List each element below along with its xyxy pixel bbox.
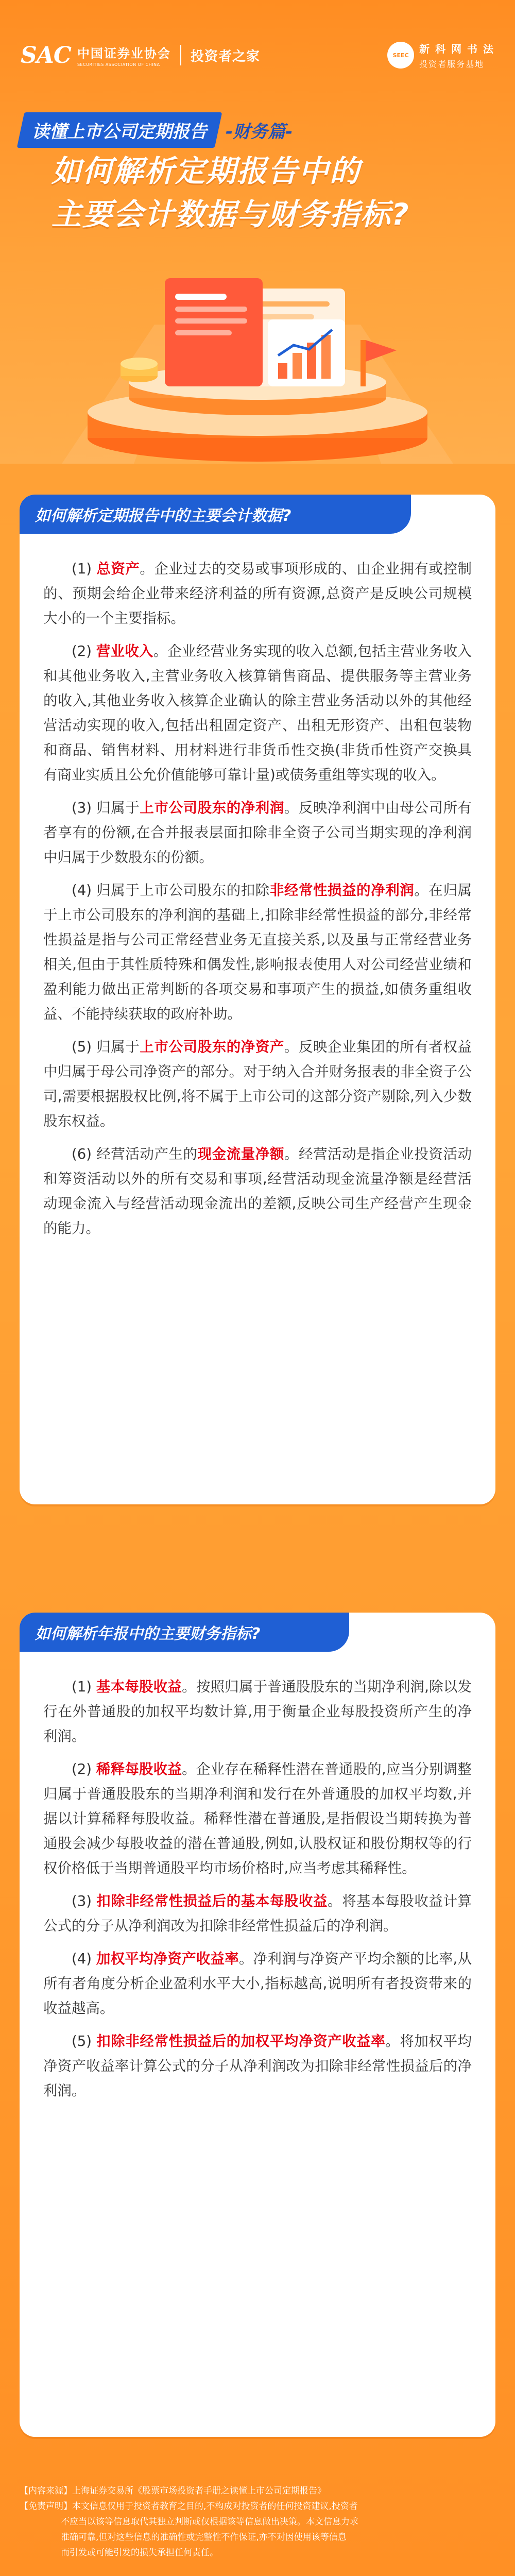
item-keyword: 稀释每股收益 bbox=[96, 1761, 182, 1777]
section2-item-5 bbox=[43, 2029, 472, 2103]
item-keyword: 扣除非经常性损益后的基本每股收益 bbox=[96, 1893, 328, 1909]
disclaimer-line-4: 而引发或可能引发的损失承担任何责任。 bbox=[61, 2548, 218, 2558]
item-prefix: (6) 经营活动产生的 bbox=[72, 1146, 198, 1162]
item-text: 。经营活动是指企业投资活动和筹资活动以外的所有交易和事项,经营活动现金流量净额是经营活动现金流入与经营活动现金流出的差额,反映公司生产经营产生现金的能力。 bbox=[43, 1146, 472, 1236]
brand-text bbox=[419, 41, 494, 70]
section1-item-3 bbox=[43, 795, 472, 870]
item-prefix: (1) bbox=[72, 561, 97, 577]
item-prefix: (2) bbox=[72, 643, 96, 659]
item-text: 。企业过去的交易或事项形成的、由企业拥有或控制的、预期会给企业带来经济利益的所有资源,总资产是反映公司规模大小的一个主要指标。 bbox=[43, 561, 472, 626]
item-prefix: (1) bbox=[72, 1679, 96, 1695]
item-prefix: (5) 归属于 bbox=[72, 1039, 140, 1055]
section2-item-4 bbox=[43, 1946, 472, 2021]
series-label: 读懂上市公司定期报告 bbox=[32, 122, 207, 142]
investor-home-label: 投资者之家 bbox=[190, 48, 260, 64]
brand-line1: 新 科 网 书 法 bbox=[419, 43, 494, 55]
sac-names bbox=[77, 43, 171, 67]
item-prefix: (3) 归属于 bbox=[72, 800, 140, 816]
top-bar bbox=[21, 37, 494, 73]
item-text: 。反映净利润中由母公司所有者享有的份额,在合并报表层面扣除非全资子公司当期实现的净利润中归属于少数股东的份额。 bbox=[43, 800, 472, 866]
sac-name-en: SECURITIES ASSOCIATION OF CHINA bbox=[77, 62, 160, 67]
title-line1: 如何解析定期报告中的 bbox=[52, 154, 361, 189]
title-line2: 主要会计数据与财务指标? bbox=[52, 197, 410, 232]
section2-item-3 bbox=[43, 1889, 472, 1938]
sac-name-cn: 中国证券业协会 bbox=[77, 46, 171, 61]
section1-item-6 bbox=[43, 1142, 472, 1241]
section1-item-5 bbox=[43, 1035, 472, 1133]
item-keyword: 总资产 bbox=[96, 561, 140, 577]
section2-item-2 bbox=[43, 1757, 472, 1880]
item-text: 。按照归属于普通股股东的当期净利润,除以发行在外普通股的加权平均数计算,用于衡量企业每股投资所产生的净利润。 bbox=[43, 1679, 472, 1744]
item-prefix: (5) bbox=[72, 2033, 97, 2049]
accounting-data-card bbox=[20, 495, 495, 1504]
item-prefix: (4) 归属于上市公司股东的扣除 bbox=[72, 882, 270, 899]
item-keyword: 现金流量净额 bbox=[197, 1146, 284, 1162]
section1-item-4 bbox=[43, 878, 472, 1026]
section1-item-1 bbox=[43, 556, 472, 631]
section1-item-2 bbox=[43, 639, 472, 787]
section2-heading: 如何解析年报中的主要财务指标? bbox=[20, 1613, 349, 1652]
series-label-box bbox=[17, 112, 222, 148]
disclaimer-line-2: 不应当以该等信息取代其独立判断或仅根据该等信息做出决策。本文信息力求 bbox=[61, 2517, 358, 2527]
header-banner bbox=[0, 0, 515, 464]
item-prefix: (3) bbox=[72, 1893, 97, 1909]
item-keyword: 上市公司股东的净资产 bbox=[140, 1039, 284, 1055]
section1-heading: 如何解析定期报告中的主要会计数据? bbox=[20, 495, 411, 534]
item-text: 。净利润与净资产平均余额的比率,从所有者角度分析企业盈利水平大小,指标越高,说明所有者投资带来的收益越高。 bbox=[43, 1951, 472, 2016]
brand-line2: 投资者服务基地 bbox=[419, 59, 485, 69]
item-keyword: 基本每股收益 bbox=[96, 1679, 182, 1695]
brand-badge-text: SEEC bbox=[392, 52, 409, 59]
series-sub: -财务篇- bbox=[226, 122, 293, 142]
item-text: 。将基本每股收益计算公式的分子从净利润改为扣除非经常性损益后的净利润。 bbox=[43, 1893, 472, 1934]
item-text: 。企业经营业务实现的收入总额,包括主营业务收入和其他业务收入,主营业务收入核算销售商品、提供服务等主营业务的收入,其他业务收入核算企业确认的除主营业务活动以外的其他经营活动实现的收入,包括出租固定资产、出租无形资产、出租包装物和商品、销售材料、用材料进行非货币性交换(非货币性资产交换具有商业实质且公允价值能够可靠计量)或债务重组等实现的收入。 bbox=[43, 643, 472, 783]
footer-notes bbox=[20, 2483, 495, 2561]
top-divider bbox=[180, 45, 181, 65]
item-keyword: 扣除非经常性损益后的加权平均净资产收益率 bbox=[96, 2033, 386, 2049]
report-illustration-icon bbox=[0, 247, 515, 464]
item-text: 。反映企业集团的所有者权益中归属于母公司净资产的部分。对于纳入合并财务报表的非全资子公司,需要根据股权比例,将不属于上市公司的这部分资产剔除,列入少数股东权益。 bbox=[43, 1039, 472, 1129]
item-keyword: 营业收入 bbox=[96, 643, 153, 659]
item-prefix: (4) bbox=[72, 1951, 96, 1967]
brand-badge-icon bbox=[387, 42, 414, 69]
item-text: 。将加权平均净资产收益率计算公式的分子从净利润改为扣除非经常性损益后的净利润。 bbox=[43, 2033, 472, 2099]
section2-body bbox=[43, 1674, 472, 2111]
page-title bbox=[52, 149, 474, 236]
disclaimer-line-3: 准确可靠,但对这些信息的准确性或完整性不作保证,亦不对因使用该等信息 bbox=[61, 2532, 347, 2543]
content-source: 【内容来源】上海证券交易所《股票市场投资者手册之读懂上市公司定期报告》 bbox=[20, 2486, 326, 2496]
right-brand bbox=[387, 41, 494, 70]
item-text: 。在归属于上市公司股东的净利润的基础上,扣除非经常性损益的部分,非经常性损益是指与公司正常经营业务无直接关系,以及虽与正常经营业务相关,但由于其性质特殊和偶发性,影响报表使用人对公司经营业绩和盈利能力做出正常判断的各项交易和事项产生的损益,如债务重组收益、不能持续获取的政府补助。 bbox=[43, 882, 472, 1022]
item-keyword: 加权平均净资产收益率 bbox=[96, 1951, 239, 1967]
sac-logo: SAC bbox=[21, 42, 71, 69]
series-tag bbox=[21, 112, 293, 148]
section2-item-1 bbox=[43, 1674, 472, 1749]
item-keyword: 上市公司股东的净利润 bbox=[140, 800, 284, 816]
disclaimer-line-1: 【免责声明】本文信息仅用于投资者教育之目的,不构成对投资者的任何投资建议,投资者 bbox=[20, 2501, 358, 2512]
item-text: 。企业存在稀释性潜在普通股的,应当分别调整归属于普通股股东的当期净利润和发行在外普通股的加权平均数,并据以计算稀释每股收益。稀释性潜在普通股,是指假设当期转换为普通股会减少每股收益的潜在普通股,例如,认股权证和股份期权等的行权价格低于当期普通股平均市场价格时,应当考虑其稀释性。 bbox=[43, 1761, 472, 1876]
item-prefix: (2) bbox=[72, 1761, 96, 1777]
section1-body bbox=[43, 556, 472, 1249]
financial-indicators-card bbox=[20, 1613, 495, 2437]
item-keyword: 非经常性损益的净利润 bbox=[269, 882, 415, 899]
